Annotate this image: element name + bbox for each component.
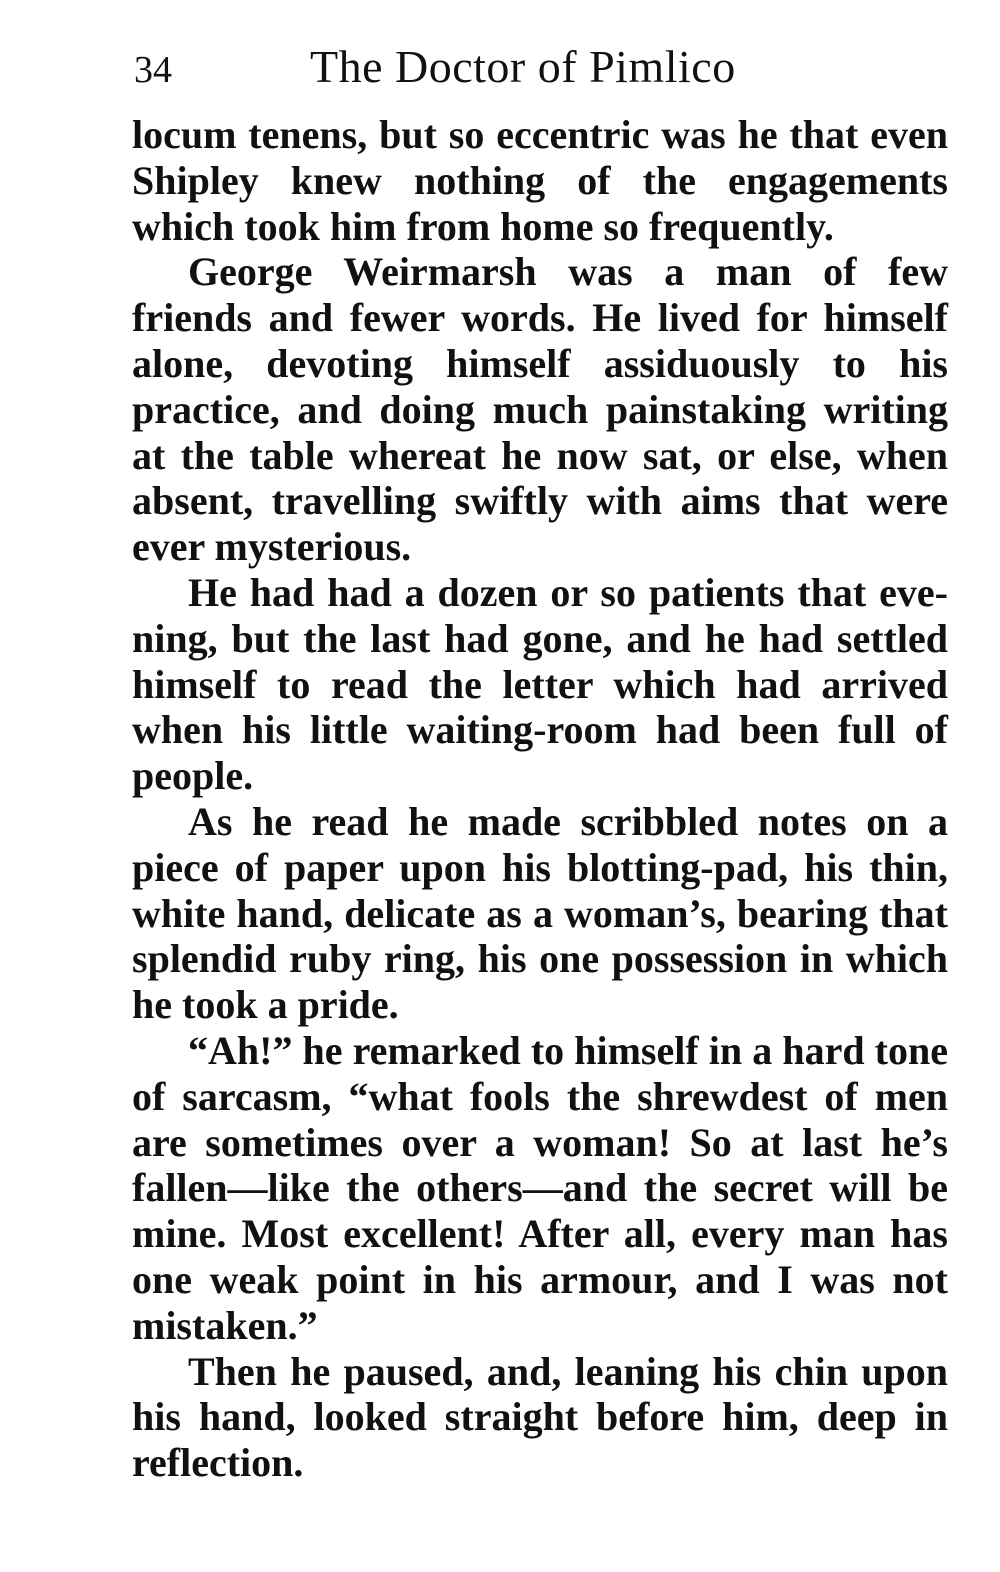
body-text — [132, 112, 948, 1486]
page-header — [134, 40, 946, 100]
running-title: The Doctor of Pimlico — [310, 41, 736, 92]
paragraph-3: He had had a dozen or so patients that evening, but the last had gone, and he had settled himself to read the letter which had arrived when his little waiting-room had been full of people. — [132, 569, 948, 799]
paragraph-6: Then he paused, and, leaning his chin upon his hand, looked straight before him, deep in reflection. — [132, 1348, 948, 1486]
paragraph-5: “Ah!” he remarked to himself in a hard tone of sarcasm, “what fools the shrewdest of men are sometimes over a woman! So at last he’s fallen—like the others—and the secret will be mine. Most excellent! After all, every man has one weak point in his armour, and I was not mistaken.” — [132, 1027, 948, 1348]
paragraph-1: locum tenens, but so eccentric was he that even Shipley knew nothing of the engagements which took him from home so frequently. — [132, 112, 948, 249]
paragraph-2: George Weirmarsh was a man of few friends and fewer words. He lived for himself alone, devoting himself assiduously to his practice, and doing much painstaking writing at the table whereat he now sat, or else, when absent, travelling swiftly with aims that were ever mysterious. — [132, 249, 948, 570]
page-number: 34 — [134, 49, 172, 91]
paragraph-4: As he read he made scribbled notes on a piece of paper upon his blotting-pad, his thin, white hand, delicate as a woman’s, bearing that splendid ruby ring, his one possession in which he took a pride. — [132, 798, 948, 1028]
